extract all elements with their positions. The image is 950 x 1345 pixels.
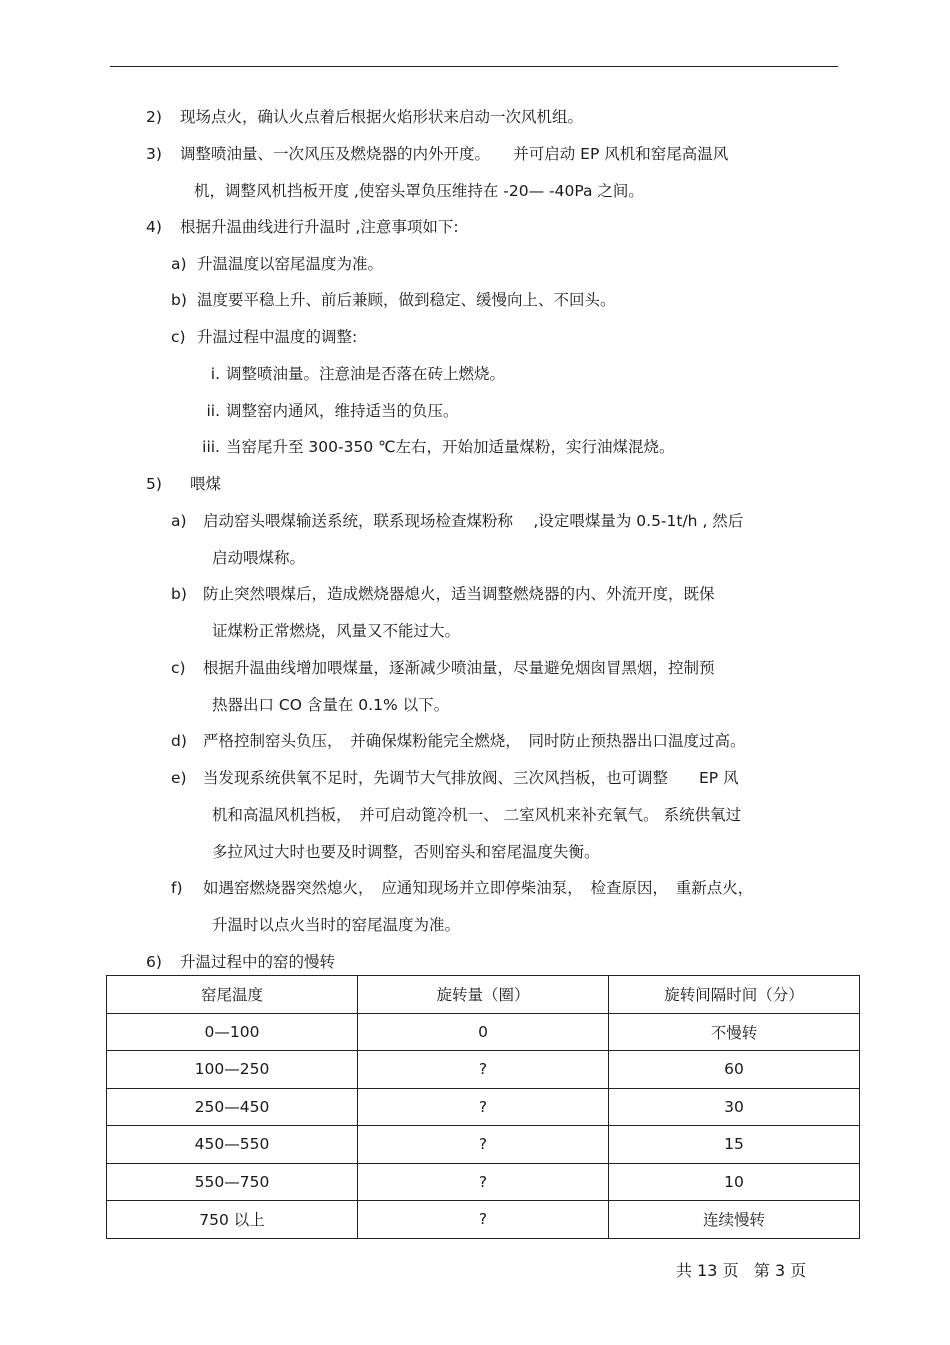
footer-page-number: 3 [774,1261,786,1280]
footer-total-suffix: 页 [722,1261,739,1280]
item-number: b) [171,291,187,309]
item-4c-iii [196,437,675,457]
table-cell: 250—450 [107,1088,358,1126]
table-cell: 不慢转 [609,1013,860,1051]
item-text: 根据升温曲线增加喂煤量，逐渐减少喷油量，尽量避免烟囱冒黑烟，控制预 [203,659,715,677]
item-5c-continuation: 热器出口 CO 含量在 0.1% 以下。 [212,696,450,714]
item-text: 升温过程中温度的调整: [197,328,358,346]
item-number: i. [210,365,220,383]
item-4c-ii [196,401,459,421]
column-header: 旋转量（圈） [358,976,609,1014]
item-5c [171,658,715,678]
item-5 [146,474,221,494]
table-cell: 750 以上 [107,1201,358,1239]
item-3 [146,144,728,164]
item-number: f) [171,879,183,897]
item-number: a) [171,512,187,530]
item-4a [171,254,383,274]
table-cell: 15 [609,1126,860,1164]
item-4b [171,290,616,310]
item-6 [146,952,335,972]
footer-page-suffix: 页 [790,1261,807,1280]
item-text: 启动窑头喂煤输送系统，联系现场检查煤粉称 ,设定喂煤量为 0.5-1t/h , 然后 [203,512,744,530]
item-5e-continuation: 多拉风过大时也要及时调整，否则窑头和窑尾温度失衡。 [212,843,600,861]
item-2 [146,107,583,127]
item-text: 温度要平稳上升、前后兼顾，做到稳定、缓慢向上、不回头。 [197,291,616,309]
table-cell: ? [358,1201,609,1239]
item-text: 调整喷油量。注意油是否落在砖上燃烧。 [226,365,506,383]
table-cell: 10 [609,1163,860,1201]
item-text: 调整窑内通风，维持适当的负压。 [226,402,459,420]
item-text: 喂煤 [190,475,222,493]
footer-total-prefix: 共 [676,1261,693,1280]
table-cell: ? [358,1126,609,1164]
table-row [107,1201,860,1239]
item-5a [171,511,743,531]
column-header: 窑尾温度 [107,976,358,1014]
item-text: 升温温度以窑尾温度为准。 [197,255,384,273]
item-4c [171,327,357,347]
table-cell: ? [358,1088,609,1126]
item-3-continuation: 机，调整风机挡板开度 ,使窑头罩负压维持在 -20— -40Pa 之间。 [194,182,644,200]
table-cell: 0—100 [107,1013,358,1051]
footer-page-prefix: 第 [753,1261,770,1280]
table-row [107,1088,860,1126]
item-number: 2) [146,108,162,126]
item-text: 调整喷油量、一次风压及燃烧器的内外开度。 并可启动 EP 风机和窑尾高温风 [180,145,729,163]
item-number: d) [171,732,187,750]
item-5b [171,584,715,604]
table-cell: 60 [609,1051,860,1089]
table-cell: 450—550 [107,1126,358,1164]
table-header-row [107,976,860,1014]
item-text: 严格控制窑头负压， 并确保煤粉能完全燃烧， 同时防止预热器出口温度过高。 [203,732,746,750]
item-text: 如遇窑燃烧器突然熄火， 应通知现场并立即停柴油泵， 检查原因， 重新点火， [203,879,754,897]
item-5e-continuation: 机和高温风机挡板， 并可启动篦冷机一、 二室风机来补充氧气。 系统供氧过 [212,806,742,824]
table-row [107,1163,860,1201]
table-cell: 100—250 [107,1051,358,1089]
table-cell: ? [358,1051,609,1089]
item-text: 根据升温曲线进行升温时 ,注意事项如下: [180,218,459,236]
kiln-slow-rotation-table [106,975,860,1239]
item-number: 4) [146,218,162,236]
table-cell: 30 [609,1088,860,1126]
item-number: b) [171,585,187,603]
item-number: 5) [146,475,162,493]
item-text: 升温过程中的窑的慢转 [180,953,336,971]
item-number: c) [171,328,186,346]
table-row [107,1051,860,1089]
table-cell: 550—750 [107,1163,358,1201]
item-number: e) [171,769,187,787]
table-cell: 0 [358,1013,609,1051]
item-text: 当发现系统供氧不足时，先调节大气排放阀、三次风挡板，也可调整 EP 风 [203,769,739,787]
item-number: c) [171,659,186,677]
item-5b-continuation: 证煤粉正常燃烧，风量又不能过大。 [212,622,461,640]
item-5f [171,878,753,898]
item-number: 6) [146,953,162,971]
column-header: 旋转间隔时间（分） [609,976,860,1014]
item-text: 现场点火，确认火点着后根据火焰形状来启动一次风机组。 [180,108,584,126]
item-4c-i [196,364,505,384]
item-text: 当窑尾升至 300-350 ℃左右，开始加适量煤粉，实行油煤混烧。 [226,438,675,456]
item-5e [171,768,739,788]
item-5a-continuation: 启动喂煤称。 [212,549,306,567]
table-row [107,1013,860,1051]
item-5d [171,731,746,751]
item-4 [146,217,459,237]
item-number: iii. [202,438,220,456]
item-number: a) [171,255,187,273]
item-5f-continuation: 升温时以点火当时的窑尾温度为准。 [212,916,461,934]
item-text: 防止突然喂煤后，造成燃烧器熄火，适当调整燃烧器的内、外流开度，既保 [203,585,715,603]
page-footer [676,1258,806,1281]
item-number: 3) [146,145,162,163]
table-cell: 连续慢转 [609,1201,860,1239]
item-number: ii. [206,402,220,420]
header-rule [110,66,838,67]
footer-total-pages: 13 [697,1261,718,1280]
table-cell: ? [358,1163,609,1201]
table-row [107,1126,860,1164]
